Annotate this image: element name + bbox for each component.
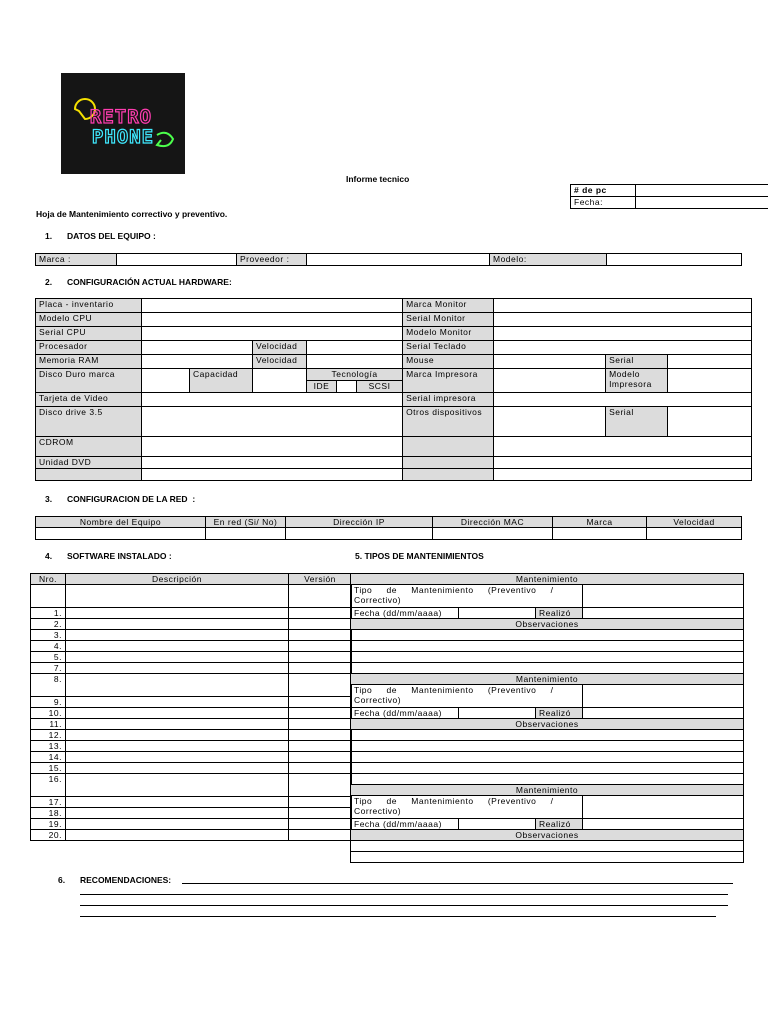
section-1-title: DATOS DEL EQUIPO: [67, 231, 151, 241]
velocidad-label: Velocidad: [253, 341, 307, 355]
otros-serial-field[interactable]: [668, 407, 752, 437]
sw-descripcion-field[interactable]: [66, 663, 289, 674]
table-row: [31, 730, 352, 741]
velocidad-label-2: Velocidad: [253, 355, 307, 369]
network-nombre-field[interactable]: [36, 528, 206, 540]
serial-monitor-label: Serial Monitor: [403, 313, 494, 327]
modelo-impresora-label-2: Impresora: [609, 379, 652, 389]
network-ip-field[interactable]: [286, 528, 433, 540]
cdrom-label: CDROM: [36, 437, 142, 457]
observaciones-header-1: Observaciones: [351, 619, 744, 630]
blank-field-cell-4[interactable]: [494, 469, 752, 481]
sw-row-number: 2.: [31, 619, 66, 630]
sw-descripcion-field[interactable]: [66, 619, 289, 630]
sw-version-field[interactable]: [289, 619, 352, 630]
network-header-ip: Dirección IP: [286, 517, 433, 528]
sw-row-number: 13.: [31, 741, 66, 752]
scsi-label: SCSI: [357, 381, 403, 393]
capacidad-field[interactable]: [253, 369, 307, 393]
sw-version-field[interactable]: [289, 730, 352, 741]
observaciones-field-3[interactable]: [351, 841, 744, 852]
sw-descripcion-field[interactable]: [66, 674, 289, 697]
table-row: [31, 763, 352, 774]
network-header-velocidad: Velocidad: [647, 517, 742, 528]
fecha-mantenimiento-field-2[interactable]: [459, 708, 536, 719]
proveedor-field[interactable]: [307, 254, 490, 266]
fecha-field[interactable]: [636, 197, 768, 209]
tipo-label-line1: Tipo de Mantenimiento (Preventivo /: [354, 685, 554, 695]
observaciones-field-2[interactable]: [351, 752, 744, 763]
marca-impresora-field[interactable]: [494, 369, 606, 393]
marca-monitor-field[interactable]: [494, 299, 752, 313]
fecha-label: Fecha:: [571, 197, 636, 209]
serial-cpu-field[interactable]: [142, 327, 403, 341]
blank-field-cell-3[interactable]: [142, 469, 403, 481]
sw-descripcion-field[interactable]: [66, 808, 289, 819]
section-3-suffix: :: [192, 494, 196, 504]
modelo-impresora-label-1: Modelo: [609, 369, 640, 379]
disco-duro-field[interactable]: [142, 369, 190, 393]
pc-box: [570, 184, 768, 209]
realizo-field-3[interactable]: [583, 819, 744, 830]
tipo-label-line2: Correctivo): [354, 695, 402, 705]
network-velocidad-field[interactable]: [647, 528, 742, 540]
observaciones-field-1[interactable]: [351, 630, 744, 641]
fecha-mantenimiento-label-1: Fecha (dd/mm/aaaa): [351, 608, 459, 619]
table-row: [31, 674, 352, 697]
table-row: [31, 641, 352, 652]
observaciones-field-2[interactable]: [351, 730, 744, 741]
sw-descripcion-field[interactable]: [66, 630, 289, 641]
serial-monitor-field[interactable]: [494, 313, 752, 327]
modelo-impresora-field[interactable]: [668, 369, 752, 393]
network-header-marca: Marca: [553, 517, 647, 528]
tipo-label-line1: Tipo de Mantenimiento (Preventivo /: [354, 796, 554, 806]
table-row: [31, 652, 352, 663]
placa-field[interactable]: [142, 299, 403, 313]
marca-field[interactable]: [117, 254, 237, 266]
fecha-mantenimiento-label-2: Fecha (dd/mm/aaaa): [351, 708, 459, 719]
procesador-field[interactable]: [142, 341, 253, 355]
serial-teclado-field[interactable]: [494, 341, 752, 355]
mouse-serial-label: Serial: [606, 355, 668, 369]
sw-header-version: Versión: [289, 574, 352, 585]
sw-version-field[interactable]: [289, 808, 352, 819]
sw-blank-cell[interactable]: [289, 585, 352, 608]
modelo-cpu-field[interactable]: [142, 313, 403, 327]
page-title: Informe tecnico: [346, 174, 410, 184]
section-3-number: 3.: [45, 494, 53, 504]
table-row: [31, 830, 352, 841]
otros-serial-label: Serial: [606, 407, 668, 437]
sw-descripcion-field[interactable]: [66, 697, 289, 708]
table-row: [31, 819, 352, 830]
mantenimiento-header-2: Mantenimiento: [351, 674, 744, 685]
network-marca-field[interactable]: [553, 528, 647, 540]
fecha-mantenimiento-field-1[interactable]: [459, 608, 536, 619]
table-row: [31, 808, 352, 819]
sw-header-descripcion: Descripción: [66, 574, 289, 585]
sw-version-field[interactable]: [289, 819, 352, 830]
hardware-table: [35, 298, 752, 481]
modelo-monitor-field[interactable]: [494, 327, 752, 341]
cdrom-field[interactable]: [142, 437, 403, 457]
observaciones-field-2[interactable]: [351, 741, 744, 752]
section-1-suffix: :: [152, 231, 156, 241]
observaciones-header-3: Observaciones: [351, 830, 744, 841]
sw-row-number: 12.: [31, 730, 66, 741]
sw-row-number: 20.: [31, 830, 66, 841]
proveedor-label: Proveedor :: [237, 254, 307, 266]
observaciones-field-2[interactable]: [351, 774, 744, 785]
blank-field-cell-2[interactable]: [494, 457, 752, 469]
network-en-red-field[interactable]: [206, 528, 286, 540]
table-row: [31, 752, 352, 763]
sw-blank-cell[interactable]: [66, 585, 289, 608]
observaciones-field-1[interactable]: [351, 652, 744, 663]
section-2-title: CONFIGURACIÓN ACTUAL HARDWARE:: [67, 277, 232, 287]
tarjeta-video-field[interactable]: [142, 393, 403, 407]
sw-descripcion-field[interactable]: [66, 708, 289, 719]
pc-number-field[interactable]: [636, 185, 768, 197]
mouse-label: Mouse: [403, 355, 494, 369]
disco-drive-label: Disco drive 3.5: [36, 407, 142, 437]
maintenance-table: [350, 573, 744, 863]
ide-checkbox[interactable]: [337, 381, 357, 393]
sw-version-field[interactable]: [289, 752, 352, 763]
marca-monitor-label: Marca Monitor: [403, 299, 494, 313]
section-4-title: SOFTWARE INSTALADO :: [67, 551, 172, 561]
table-row: [31, 697, 352, 708]
tipo-label-line2: Correctivo): [354, 595, 402, 605]
logo-text-retro: RETRO: [89, 106, 153, 128]
sw-row-number: 16.: [31, 774, 66, 797]
table-row: [31, 797, 352, 808]
table-row: [31, 630, 352, 641]
sw-row-number: 19.: [31, 819, 66, 830]
sw-version-field[interactable]: [289, 741, 352, 752]
serial-teclado-label: Serial Teclado: [403, 341, 494, 355]
sw-version-field[interactable]: [289, 708, 352, 719]
sw-descripcion-field[interactable]: [66, 719, 289, 730]
sw-row-number: 18.: [31, 808, 66, 819]
table-row: [31, 774, 352, 797]
procesador-velocidad-field[interactable]: [307, 341, 403, 355]
mouse-field[interactable]: [494, 355, 606, 369]
section-6-title: RECOMENDACIONES:: [80, 875, 172, 885]
serial-impresora-label: Serial impresora: [403, 393, 494, 407]
table-row: [31, 708, 352, 719]
sw-header-nro: Nro.: [31, 574, 66, 585]
sw-descripcion-field[interactable]: [66, 830, 289, 841]
section-1-number: 1.: [45, 231, 53, 241]
recomendaciones-line-2[interactable]: [80, 894, 728, 895]
modelo-monitor-label: Modelo Monitor: [403, 327, 494, 341]
placa-label: Placa - inventario: [36, 299, 142, 313]
network-header-en-red: En red (Si/ No): [206, 517, 286, 528]
observaciones-field-1[interactable]: [351, 663, 744, 674]
disco-drive-field[interactable]: [142, 407, 403, 437]
mouse-serial-field[interactable]: [668, 355, 752, 369]
sw-version-field[interactable]: [289, 674, 352, 697]
sw-version-field[interactable]: [289, 763, 352, 774]
realizo-label-3: Realizó: [536, 819, 583, 830]
sw-version-field[interactable]: [289, 652, 352, 663]
section-3-title: CONFIGURACION DE LA RED: [67, 494, 188, 504]
observaciones-field-3[interactable]: [351, 852, 744, 863]
software-table: [30, 573, 352, 841]
tipo-label-line1: Tipo de Mantenimiento (Preventivo /: [354, 585, 554, 595]
table-row: [31, 719, 352, 730]
modelo-cpu-label: Modelo CPU: [36, 313, 142, 327]
tipo-mantenimiento-label-2: [351, 685, 583, 708]
fecha-mantenimiento-field-3[interactable]: [459, 819, 536, 830]
sw-row-number: 10.: [31, 708, 66, 719]
modelo-label: Modelo:: [490, 254, 607, 266]
realizo-field-2[interactable]: [583, 708, 744, 719]
sw-row-number: 15.: [31, 763, 66, 774]
tecnologia-label: Tecnología: [307, 369, 403, 381]
blank-label-cell-3: [36, 469, 142, 481]
section-2-number: 2.: [45, 277, 53, 287]
observaciones-header-2: Observaciones: [351, 719, 744, 730]
capacidad-label: Capacidad: [190, 369, 253, 393]
section-3-heading: [67, 494, 195, 504]
recomendaciones-line-3[interactable]: [80, 905, 728, 906]
sw-row-number: 5.: [31, 652, 66, 663]
sw-row-number: 8.: [31, 674, 66, 697]
sw-row-number: 7.: [31, 663, 66, 674]
tipo-label-line2: Correctivo): [354, 806, 402, 816]
blank-field-cell[interactable]: [494, 437, 752, 457]
realizo-label-1: Realizó: [536, 608, 583, 619]
sw-descripcion-field[interactable]: [66, 730, 289, 741]
observaciones-field-1[interactable]: [351, 641, 744, 652]
table-row: [31, 608, 352, 619]
mantenimiento-header-3: Mantenimiento: [351, 785, 744, 796]
realizo-field-1[interactable]: [583, 608, 744, 619]
retro-phone-logo: [61, 73, 185, 174]
dvd-field[interactable]: [142, 457, 403, 469]
disco-duro-label: Disco Duro marca: [36, 369, 142, 393]
memoria-label: Memoria RAM: [36, 355, 142, 369]
tipo-mantenimiento-field-3[interactable]: [583, 796, 744, 819]
realizo-label-2: Realizó: [536, 708, 583, 719]
sw-descripcion-field[interactable]: [66, 774, 289, 797]
tarjeta-video-label: Tarjeta de Video: [36, 393, 142, 407]
serial-cpu-label: Serial CPU: [36, 327, 142, 341]
observaciones-field-2[interactable]: [351, 763, 744, 774]
logo-graphic: [61, 73, 185, 174]
sw-version-field[interactable]: [289, 774, 352, 797]
fecha-mantenimiento-label-3: Fecha (dd/mm/aaaa): [351, 819, 459, 830]
network-header-mac: Dirección MAC: [433, 517, 553, 528]
otros-field[interactable]: [494, 407, 606, 437]
tipo-mantenimiento-field-1[interactable]: [583, 585, 744, 608]
sw-row-number: 1.: [31, 608, 66, 619]
sw-row-number: 4.: [31, 641, 66, 652]
recomendaciones-line-1[interactable]: [182, 883, 733, 884]
subtitle: Hoja de Mantenimiento correctivo y preventivo.: [36, 209, 228, 219]
section-4-number: 4.: [45, 551, 53, 561]
ide-label: IDE: [307, 381, 337, 393]
sw-version-field[interactable]: [289, 830, 352, 841]
network-header-nombre: Nombre del Equipo: [36, 517, 206, 528]
sw-version-field[interactable]: [289, 608, 352, 619]
sw-blank-cell: [31, 585, 66, 608]
sw-descripcion-field[interactable]: [66, 641, 289, 652]
network-mac-field[interactable]: [433, 528, 553, 540]
modelo-impresora-label: [606, 369, 668, 393]
pc-number-label: # de pc: [571, 185, 636, 197]
sw-descripcion-field[interactable]: [66, 741, 289, 752]
blank-label-cell-4: [403, 469, 494, 481]
network-table: [35, 516, 742, 540]
memoria-field[interactable]: [142, 355, 253, 369]
blank-label-cell: [403, 437, 494, 457]
sw-version-field[interactable]: [289, 797, 352, 808]
section-1-heading: [67, 231, 156, 241]
sw-version-field[interactable]: [289, 630, 352, 641]
sw-row-number: 3.: [31, 630, 66, 641]
serial-impresora-field[interactable]: [494, 393, 752, 407]
logo-text-phone: PHONE: [91, 126, 155, 148]
equipment-table: [35, 253, 742, 266]
modelo-field[interactable]: [607, 254, 742, 266]
marca-impresora-label: Marca Impresora: [403, 369, 494, 393]
marca-label: Marca :: [36, 254, 117, 266]
sw-descripcion-field[interactable]: [66, 752, 289, 763]
recomendaciones-line-4[interactable]: [80, 916, 716, 917]
tipo-mantenimiento-field-2[interactable]: [583, 685, 744, 708]
memoria-velocidad-field[interactable]: [307, 355, 403, 369]
sw-version-field[interactable]: [289, 641, 352, 652]
sw-row-number: 11.: [31, 719, 66, 730]
table-row: [31, 663, 352, 674]
section-5-title: 5. TIPOS DE MANTENIMIENTOS: [355, 551, 484, 561]
mantenimiento-header-1: Mantenimiento: [351, 574, 744, 585]
sw-version-field[interactable]: [289, 663, 352, 674]
otros-label: Otros dispositivos: [403, 407, 494, 437]
tipo-mantenimiento-label-1: [351, 585, 583, 608]
sw-descripcion-field[interactable]: [66, 763, 289, 774]
blank-label-cell-2: [403, 457, 494, 469]
sw-row-number: 17.: [31, 797, 66, 808]
table-row: [31, 619, 352, 630]
sw-descripcion-field[interactable]: [66, 608, 289, 619]
sw-row-number: 9.: [31, 697, 66, 708]
procesador-label: Procesador: [36, 341, 142, 355]
section-6-number: 6.: [58, 875, 66, 885]
sw-row-number: 14.: [31, 752, 66, 763]
sw-descripcion-field[interactable]: [66, 797, 289, 808]
sw-version-field[interactable]: [289, 697, 352, 708]
tipo-mantenimiento-label-3: [351, 796, 583, 819]
sw-descripcion-field[interactable]: [66, 652, 289, 663]
sw-descripcion-field[interactable]: [66, 819, 289, 830]
dvd-label: Unidad DVD: [36, 457, 142, 469]
table-row: [31, 741, 352, 752]
sw-version-field[interactable]: [289, 719, 352, 730]
